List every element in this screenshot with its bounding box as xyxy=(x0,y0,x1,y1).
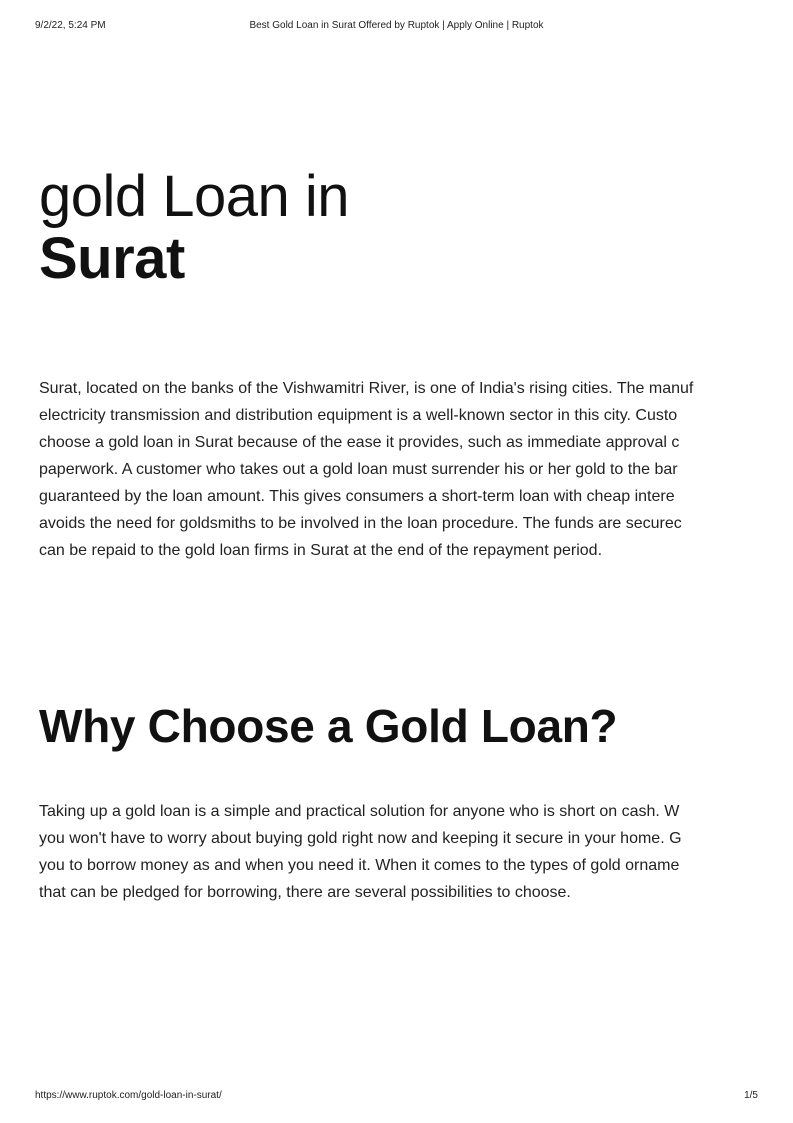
hero-title-line-1: gold Loan in xyxy=(39,164,350,229)
intro-paragraph-line: electricity transmission and distribution equipment is a well-known sector in this city. Custo xyxy=(39,407,678,424)
why-section-paragraph xyxy=(39,798,682,906)
intro-paragraph-line: can be repaid to the gold loan firms in Surat at the end of the repayment period. xyxy=(39,542,603,559)
intro-paragraph-line: choose a gold loan in Surat because of the ease it provides, such as immediate approval c xyxy=(39,434,680,451)
intro-paragraph xyxy=(39,375,693,564)
hero-title xyxy=(39,166,349,290)
print-header-page-title: Best Gold Loan in Surat Offered by Ruptok | Apply Online | Ruptok xyxy=(249,20,544,31)
intro-paragraph-line: Surat, located on the banks of the Vishwamitri River, is one of India's rising cities. The manuf xyxy=(39,380,694,397)
print-footer-page-number: 1/5 xyxy=(744,1090,758,1101)
intro-paragraph-line: avoids the need for goldsmiths to be involved in the loan procedure. The funds are securec xyxy=(39,515,682,532)
print-footer-url: https://www.ruptok.com/gold-loan-in-surat/ xyxy=(35,1090,222,1101)
print-header-datetime: 9/2/22, 5:24 PM xyxy=(35,20,106,31)
intro-paragraph-line: guaranteed by the loan amount. This gives consumers a short-term loan with cheap intere xyxy=(39,488,675,505)
intro-paragraph-line: paperwork. A customer who takes out a gold loan must surrender his or her gold to the bar xyxy=(39,461,678,478)
why-paragraph-line: you to borrow money as and when you need it. When it comes to the types of gold orname xyxy=(39,857,680,874)
why-paragraph-line: that can be pledged for borrowing, there are several possibilities to choose. xyxy=(39,884,571,901)
hero-title-line-2: Surat xyxy=(39,226,185,291)
why-paragraph-line: you won't have to worry about buying gold right now and keeping it secure in your home. G xyxy=(39,830,682,847)
why-section-heading: Why Choose a Gold Loan? xyxy=(39,700,618,752)
page-content xyxy=(39,0,759,1123)
why-paragraph-line: Taking up a gold loan is a simple and practical solution for anyone who is short on cash. W xyxy=(39,803,680,820)
